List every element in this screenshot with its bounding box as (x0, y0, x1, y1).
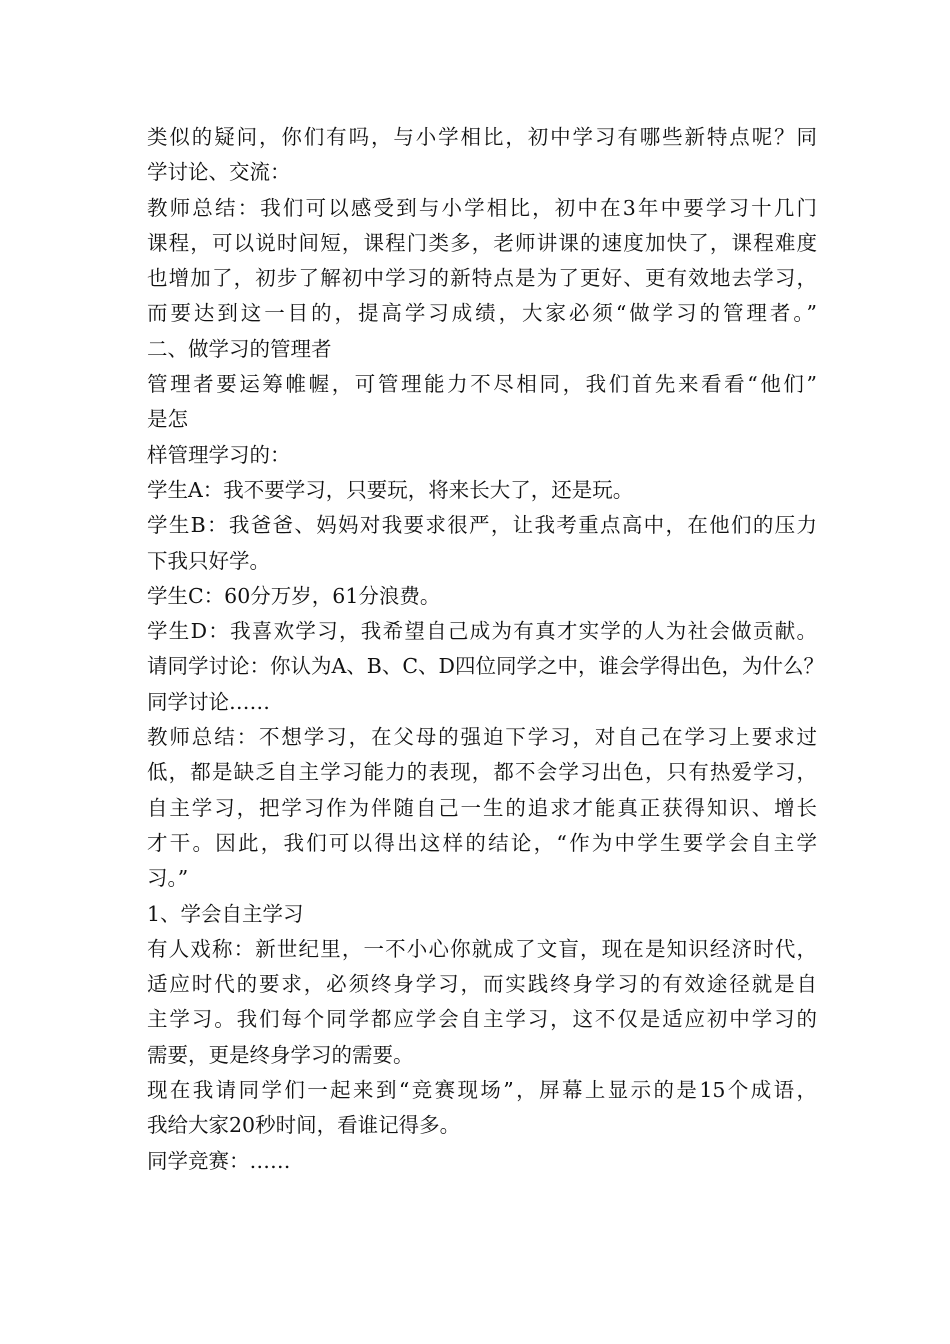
text-line: 是怎 (147, 407, 188, 432)
text-line: 请同学讨论：你认为A、B、C、D四位同学之中，谁会学得出色，为什么？ (147, 654, 824, 679)
text-line: 学生A：我不要学习，只要玩，将来长大了，还是玩。 (147, 477, 634, 502)
section-heading: 1、学会自主学习 (147, 901, 304, 926)
text-line: 学生D：我喜欢学习，我希望自己成为有真才实学的人为社会做贡献。 (147, 619, 817, 644)
document-body (147, 120, 824, 1179)
text-line: 学讨论、交流： (147, 160, 291, 185)
text-line: 习。” (147, 866, 189, 891)
text-line: 而要达到这一目的，提高学习成绩，大家必须“做学习的管理者。” (147, 301, 817, 326)
text-line: 同学竞赛：…… (147, 1148, 291, 1173)
text-line: 教师总结：不想学习，在父母的强迫下学习，对自己在学习上要求过 (147, 725, 817, 750)
text-line: 类似的疑问，你们有吗，与小学相比，初中学习有哪些新特点呢？同 (147, 125, 817, 149)
text-line: 也增加了，初步了解初中学习的新特点是为了更好、更有效地去学习， (147, 266, 817, 291)
text-line: 样管理学习的： (147, 442, 291, 467)
text-line: 管理者要运筹帷幄，可管理能力不尽相同，我们首先来看看“他们” (147, 372, 817, 397)
text-line: 下我只好学。 (147, 548, 270, 573)
text-line: 主学习。我们每个同学都应学会自主学习，这不仅是适应初中学习的 (147, 1007, 817, 1032)
text-line: 适应时代的要求，必须终身学习，而实践终身学习的有效途径就是自 (147, 972, 817, 997)
text-line: 现在我请同学们一起来到“竞赛现场”，屏幕上显示的是15个成语， (147, 1078, 817, 1103)
text-line: 有人戏称：新世纪里，一不小心你就成了文盲，现在是知识经济时代， (147, 936, 817, 961)
text-line: 需要，更是终身学习的需要。 (147, 1042, 414, 1067)
text-line: 才干。因此，我们可以得出这样的结论，“作为中学生要学会自主学 (147, 830, 817, 855)
text-line: 同学讨论…… (147, 689, 270, 714)
text-line: 课程，可以说时间短，课程门类多，老师讲课的速度加快了，课程难度 (147, 230, 817, 255)
text-line: 自主学习，把学习作为伴随自己一生的追求才能真正获得知识、增长 (147, 795, 817, 820)
text-line: 我给大家20秒时间，看谁记得多。 (147, 1113, 461, 1138)
text-line: 学生C：60分万岁，61分浪费。 (147, 583, 441, 608)
text-line: 学生B：我爸爸、妈妈对我要求很严，让我考重点高中，在他们的压力 (147, 513, 817, 538)
section-heading: 二、做学习的管理者 (147, 336, 332, 361)
text-line: 低，都是缺乏自主学习能力的表现，都不会学习出色，只有热爱学习， (147, 760, 817, 785)
text-line: 教师总结：我们可以感受到与小学相比，初中在3年中要学习十几门 (147, 195, 817, 220)
